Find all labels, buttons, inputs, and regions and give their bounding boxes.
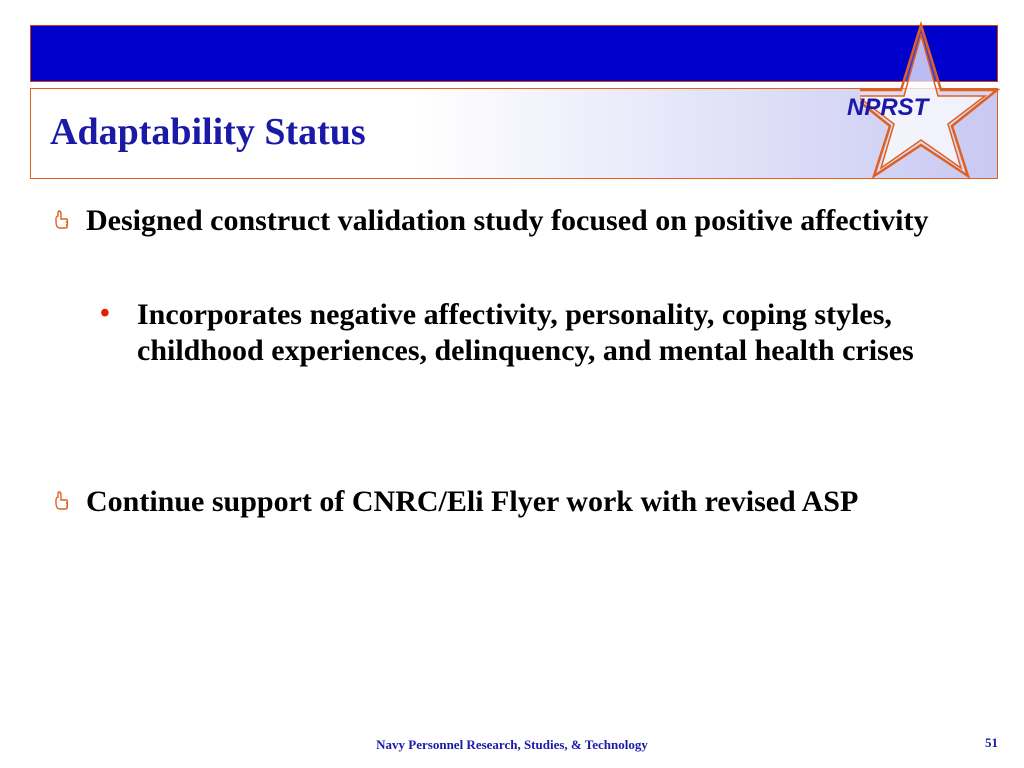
header-band — [30, 25, 998, 82]
pointing-hand-icon — [54, 491, 70, 513]
footer-organization: Navy Personnel Research, Studies, & Technology — [376, 737, 648, 752]
logo-text: NPRST — [847, 94, 929, 121]
bullet-2: Continue support of CNRC/Eli Flyer work with revised ASP — [86, 485, 859, 518]
slide-title: Adaptability Status — [50, 111, 366, 153]
page-number: 51 — [985, 735, 998, 750]
bullet-1: Designed construct validation study focused on positive affectivity — [86, 204, 929, 237]
sub-bullet-1: Incorporates negative affectivity, personality, coping styles, childhood experiences, delinquency, and mental health crises — [137, 298, 914, 367]
sub-bullet-dot: • — [100, 298, 110, 329]
pointing-hand-icon — [54, 210, 70, 232]
